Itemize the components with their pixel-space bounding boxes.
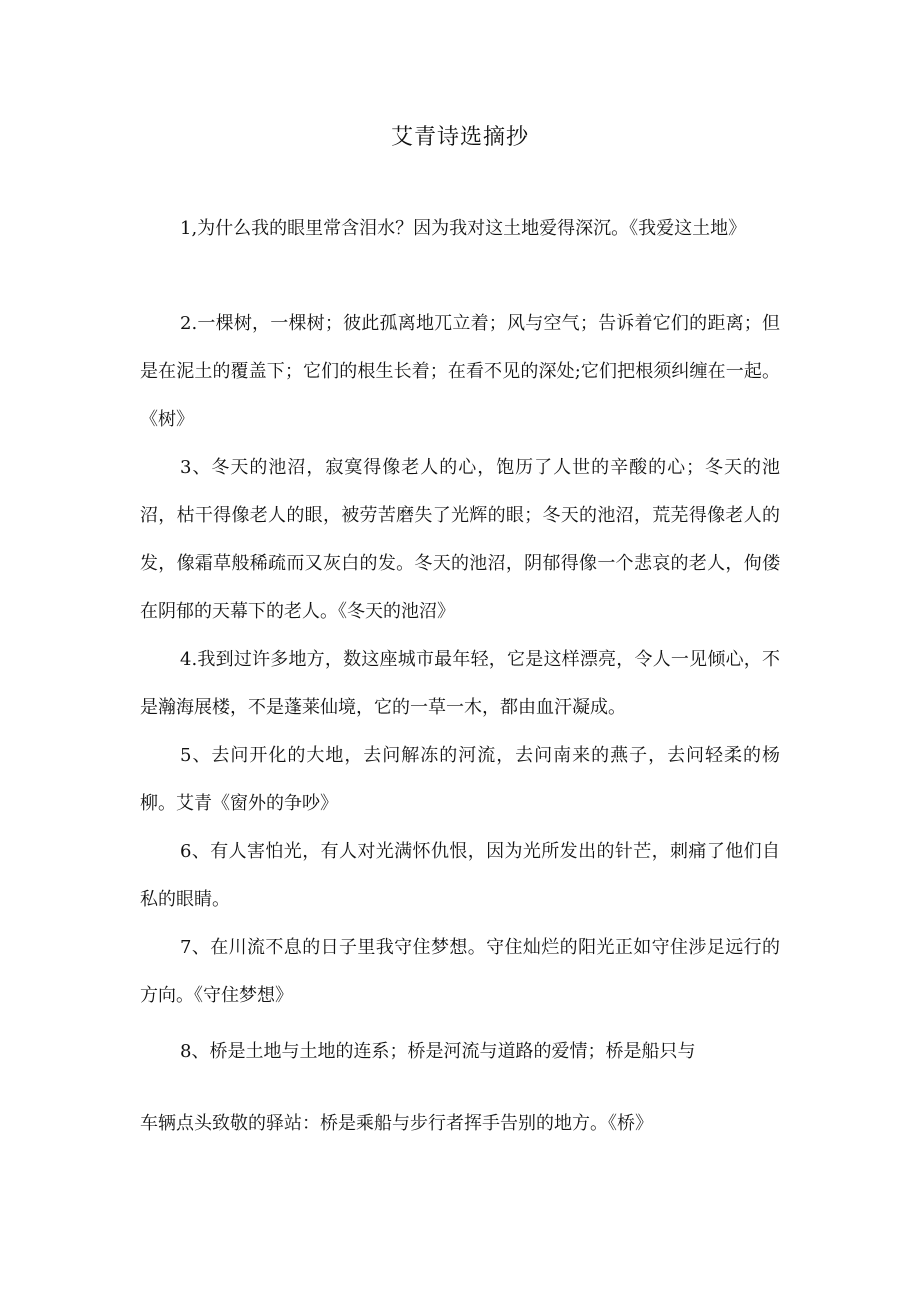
- poem-excerpt-8-line-1: 8、桥是土地与土地的连系；桥是河流与道路的爱情；桥是船只与: [180, 1041, 696, 1062]
- poem-excerpt-3: 3、冬天的池沼，寂寞得像老人的心，饱历了人世的辛酸的心；冬天的池沼，枯干得像老人的眼，被劳苦磨失了光辉的眼；冬天的池沼，荒芜得像老人的发，像霜草般稀疏而又灰白的发。冬天的池沼，阴郁得像一个悲哀的老人，佝偻在阴郁的天幕下的老人。《冬天的池沼》: [140, 457, 780, 622]
- poem-excerpt-7: 7、在川流不息的日子里我守住梦想。守住灿烂的阳光正如守住涉足远行的方向。《守住梦想》: [140, 937, 780, 1006]
- poem-excerpt-5: 5、去问开化的大地，去问解冻的河流，去问南来的燕子，去问轻柔的杨柳。艾青《窗外的争吵》: [140, 745, 780, 814]
- poem-excerpt-1: 1,为什么我的眼里常含泪水？因为我对这土地爱得深沉。《我爱这土地》: [180, 218, 747, 239]
- document-title: 艾青诗选摘抄: [390, 125, 529, 150]
- poem-excerpt-8-line-2: 车辆点头致敬的驿站：桥是乘船与步行者挥手告别的地方。《桥》: [140, 1113, 653, 1134]
- poem-excerpt-4: 4.我到过许多地方，数这座城市最年轻，它是这样漂亮，令人一见倾心，不是瀚海展楼，不是蓬莱仙境，它的一草一木，都由血汗凝成。: [140, 649, 780, 718]
- poem-excerpt-2: 2.一棵树，一棵树；彼此孤离地兀立着；风与空气；告诉着它们的距离；但是在泥土的覆盖下；它们的根生长着；在看不见的深处;它们把根须纠缠在一起。《树》: [140, 313, 780, 430]
- poem-excerpt-6: 6、有人害怕光，有人对光满怀仇恨，因为光所发出的针芒，刺痛了他们自私的眼睛。: [140, 841, 780, 910]
